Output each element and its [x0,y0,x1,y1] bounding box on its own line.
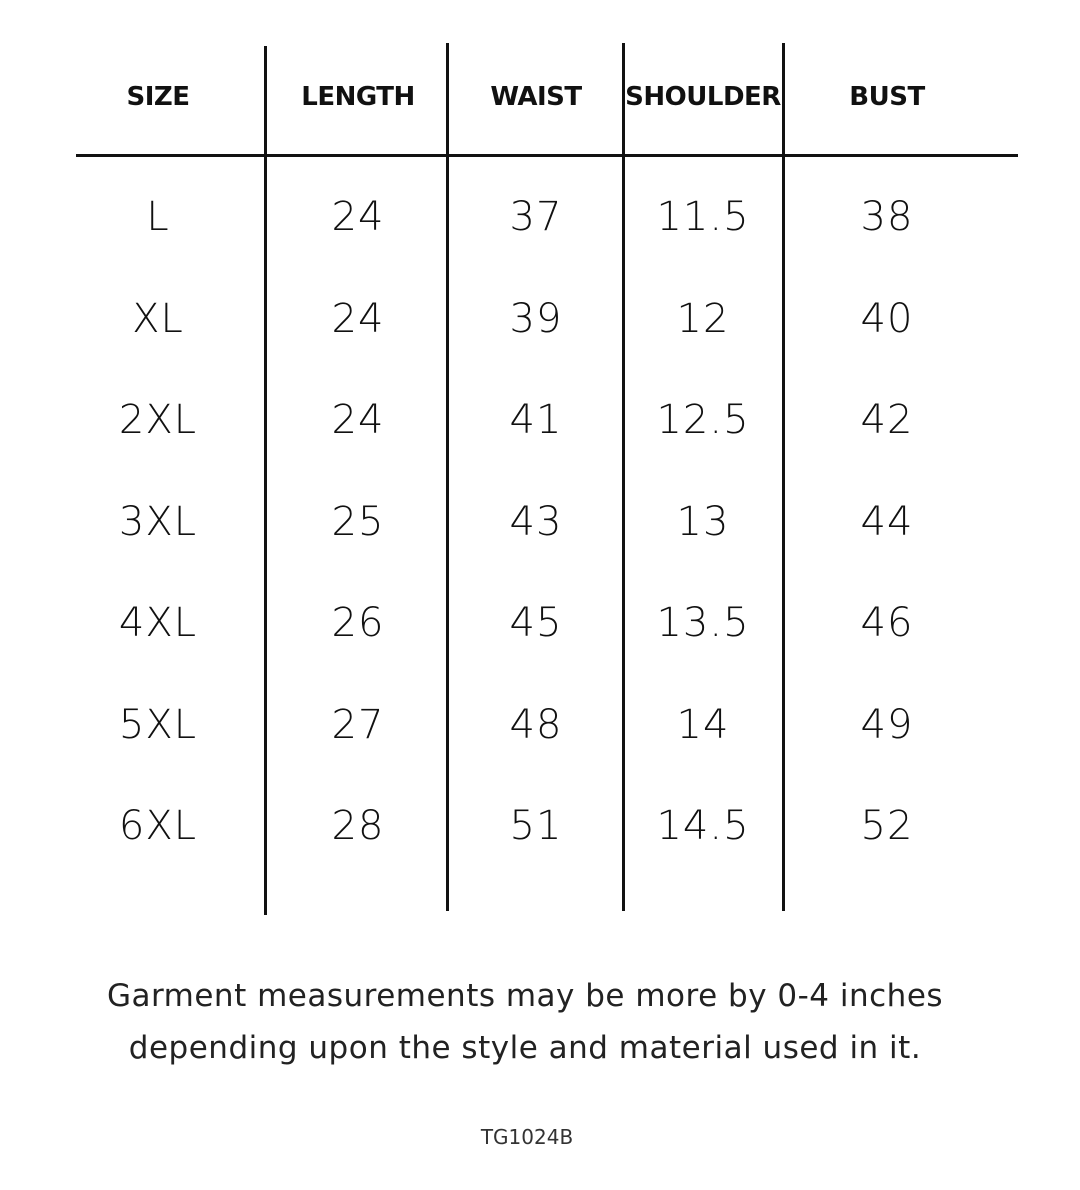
size-label: 6XL [118,803,198,849]
shoulder-value: 13.5 [656,600,750,646]
bust-value: 38 [860,194,914,240]
shoulder-value: 11.5 [656,194,750,240]
waist-value: 39 [509,296,563,342]
bust-value: 42 [860,397,914,443]
shoulder-value: 12 [676,296,730,342]
product-code: TG1024B [480,1125,574,1149]
waist-value: 51 [509,803,563,849]
length-value: 26 [331,600,385,646]
length-value: 24 [331,296,385,342]
waist-value: 48 [509,702,563,748]
size-label: 4XL [118,600,198,646]
shoulder-value: 14.5 [656,803,750,849]
size-label: XL [132,296,184,342]
bust-value: 46 [860,600,914,646]
size-label: L [146,194,170,240]
column-header-length: LENGTH [301,82,415,112]
length-value: 24 [331,194,385,240]
waist-value: 41 [509,397,563,443]
length-value: 27 [331,702,385,748]
length-value: 28 [331,803,385,849]
length-value: 24 [331,397,385,443]
column-header-bust: BUST [849,82,925,112]
bust-value: 44 [860,499,914,545]
size-label: 5XL [118,702,198,748]
measurement-note-line-2: depending upon the style and material used in it. [128,1030,922,1066]
waist-value: 37 [509,194,563,240]
measurement-note-line-1: Garment measurements may be more by 0-4 inches [106,978,944,1014]
column-divider [264,46,267,915]
bust-value: 49 [860,702,914,748]
header-divider [76,154,1018,157]
waist-value: 43 [509,499,563,545]
shoulder-value: 12.5 [656,397,750,443]
column-header-size: SIZE [126,82,190,112]
column-header-waist: WAIST [490,82,582,112]
waist-value: 45 [509,600,563,646]
column-header-shoulder: SHOULDER [625,82,781,112]
size-label: 2XL [118,397,198,443]
bust-value: 52 [860,803,914,849]
bust-value: 40 [860,296,914,342]
shoulder-value: 13 [676,499,730,545]
length-value: 25 [331,499,385,545]
column-divider [622,43,625,911]
column-divider [446,43,449,911]
shoulder-value: 14 [676,702,730,748]
size-label: 3XL [118,499,198,545]
column-divider [782,43,785,911]
